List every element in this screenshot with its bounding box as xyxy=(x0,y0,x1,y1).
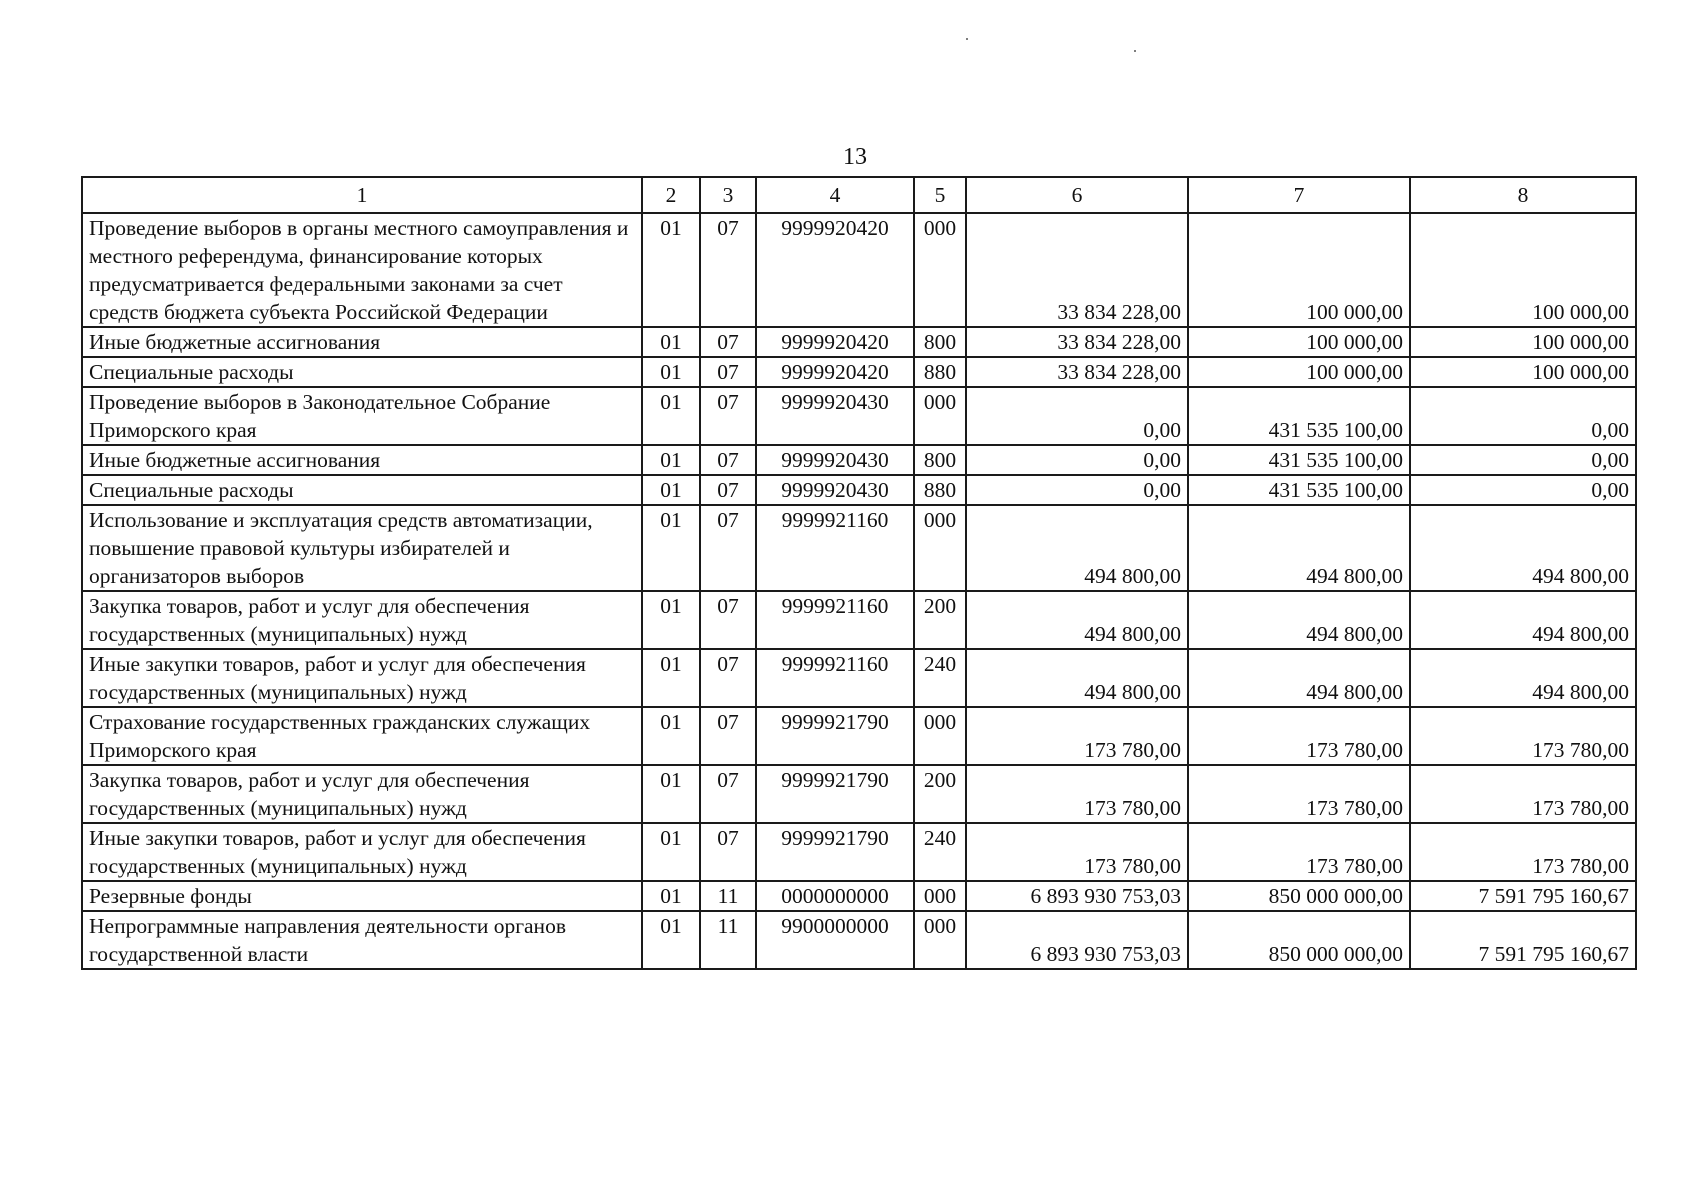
table-row xyxy=(82,475,1636,505)
row-name-cell: Закупка товаров, работ и услуг для обеспечения государственных (муниципальных) нужд xyxy=(82,765,642,823)
section-code-cell: 01 xyxy=(642,591,700,649)
subsection-code-cell: 07 xyxy=(700,765,756,823)
expense-type-code-cell: 000 xyxy=(914,505,966,591)
amount-cell: 431 535 100,00 xyxy=(1188,475,1410,505)
amount-cell: 100 000,00 xyxy=(1410,213,1636,327)
subsection-code-cell: 07 xyxy=(700,213,756,327)
target-article-code-cell: 9999920420 xyxy=(756,357,914,387)
expense-type-code-cell: 000 xyxy=(914,881,966,911)
expense-type-code-cell: 240 xyxy=(914,649,966,707)
row-name-cell: Иные бюджетные ассигнования xyxy=(82,445,642,475)
table-row xyxy=(82,357,1636,387)
amount-cell: 7 591 795 160,67 xyxy=(1410,881,1636,911)
budget-table xyxy=(81,176,1637,970)
amount-cell: 494 800,00 xyxy=(1188,505,1410,591)
table-body xyxy=(82,213,1636,969)
amount-cell: 494 800,00 xyxy=(1188,591,1410,649)
expense-type-code-cell: 000 xyxy=(914,387,966,445)
row-name-cell: Резервные фонды xyxy=(82,881,642,911)
column-header: 6 xyxy=(966,177,1188,213)
target-article-code-cell: 9999921160 xyxy=(756,505,914,591)
target-article-code-cell: 0000000000 xyxy=(756,881,914,911)
amount-cell: 173 780,00 xyxy=(966,707,1188,765)
amount-cell: 0,00 xyxy=(1410,475,1636,505)
amount-cell: 173 780,00 xyxy=(1410,765,1636,823)
target-article-code-cell: 9999920420 xyxy=(756,213,914,327)
target-article-code-cell: 9999920430 xyxy=(756,475,914,505)
row-name-cell: Специальные расходы xyxy=(82,475,642,505)
table-row xyxy=(82,765,1636,823)
amount-cell: 494 800,00 xyxy=(1410,649,1636,707)
subsection-code-cell: 07 xyxy=(700,445,756,475)
table-row xyxy=(82,387,1636,445)
column-header: 3 xyxy=(700,177,756,213)
amount-cell: 431 535 100,00 xyxy=(1188,387,1410,445)
subsection-code-cell: 07 xyxy=(700,823,756,881)
subsection-code-cell: 07 xyxy=(700,387,756,445)
amount-cell: 100 000,00 xyxy=(1188,357,1410,387)
amount-cell: 0,00 xyxy=(966,387,1188,445)
subsection-code-cell: 11 xyxy=(700,881,756,911)
amount-cell: 173 780,00 xyxy=(1410,707,1636,765)
section-code-cell: 01 xyxy=(642,765,700,823)
target-article-code-cell: 9999920430 xyxy=(756,387,914,445)
amount-cell: 7 591 795 160,67 xyxy=(1410,911,1636,969)
table-row xyxy=(82,445,1636,475)
expense-type-code-cell: 200 xyxy=(914,765,966,823)
row-name-cell: Закупка товаров, работ и услуг для обеспечения государственных (муниципальных) нужд xyxy=(82,591,642,649)
target-article-code-cell: 9999921160 xyxy=(756,591,914,649)
table-row xyxy=(82,823,1636,881)
subsection-code-cell: 07 xyxy=(700,475,756,505)
amount-cell: 33 834 228,00 xyxy=(966,357,1188,387)
amount-cell: 173 780,00 xyxy=(1188,765,1410,823)
column-header: 5 xyxy=(914,177,966,213)
row-name-cell: Непрограммные направления деятельности органов государственной власти xyxy=(82,911,642,969)
section-code-cell: 01 xyxy=(642,327,700,357)
amount-cell: 0,00 xyxy=(966,445,1188,475)
amount-cell: 100 000,00 xyxy=(1188,327,1410,357)
section-code-cell: 01 xyxy=(642,823,700,881)
table-row xyxy=(82,707,1636,765)
section-code-cell: 01 xyxy=(642,387,700,445)
expense-type-code-cell: 000 xyxy=(914,911,966,969)
amount-cell: 850 000 000,00 xyxy=(1188,911,1410,969)
amount-cell: 173 780,00 xyxy=(1410,823,1636,881)
column-header: 4 xyxy=(756,177,914,213)
section-code-cell: 01 xyxy=(642,213,700,327)
expense-type-code-cell: 880 xyxy=(914,357,966,387)
subsection-code-cell: 07 xyxy=(700,327,756,357)
amount-cell: 494 800,00 xyxy=(966,505,1188,591)
row-name-cell: Специальные расходы xyxy=(82,357,642,387)
amount-cell: 173 780,00 xyxy=(966,823,1188,881)
section-code-cell: 01 xyxy=(642,881,700,911)
row-name-cell: Проведение выборов в Законодательное Собрание Приморского края xyxy=(82,387,642,445)
table-row xyxy=(82,505,1636,591)
target-article-code-cell: 9999921790 xyxy=(756,765,914,823)
row-name-cell: Иные закупки товаров, работ и услуг для обеспечения государственных (муниципальных) нужд xyxy=(82,649,642,707)
table-row xyxy=(82,881,1636,911)
subsection-code-cell: 07 xyxy=(700,505,756,591)
amount-cell: 6 893 930 753,03 xyxy=(966,881,1188,911)
scan-speck xyxy=(1134,50,1136,52)
section-code-cell: 01 xyxy=(642,707,700,765)
expense-type-code-cell: 880 xyxy=(914,475,966,505)
amount-cell: 173 780,00 xyxy=(966,765,1188,823)
column-header: 2 xyxy=(642,177,700,213)
subsection-code-cell: 07 xyxy=(700,707,756,765)
section-code-cell: 01 xyxy=(642,505,700,591)
expense-type-code-cell: 240 xyxy=(914,823,966,881)
table-row xyxy=(82,327,1636,357)
section-code-cell: 01 xyxy=(642,649,700,707)
amount-cell: 494 800,00 xyxy=(966,649,1188,707)
section-code-cell: 01 xyxy=(642,445,700,475)
amount-cell: 100 000,00 xyxy=(1410,327,1636,357)
table-row xyxy=(82,911,1636,969)
amount-cell: 100 000,00 xyxy=(1410,357,1636,387)
amount-cell: 33 834 228,00 xyxy=(966,213,1188,327)
column-header: 7 xyxy=(1188,177,1410,213)
expense-type-code-cell: 800 xyxy=(914,445,966,475)
table-row xyxy=(82,213,1636,327)
section-code-cell: 01 xyxy=(642,911,700,969)
subsection-code-cell: 07 xyxy=(700,649,756,707)
target-article-code-cell: 9999921790 xyxy=(756,707,914,765)
amount-cell: 850 000 000,00 xyxy=(1188,881,1410,911)
column-number-row xyxy=(82,177,1636,213)
target-article-code-cell: 9999921160 xyxy=(756,649,914,707)
amount-cell: 0,00 xyxy=(1410,387,1636,445)
amount-cell: 173 780,00 xyxy=(1188,823,1410,881)
row-name-cell: Иные бюджетные ассигнования xyxy=(82,327,642,357)
expense-type-code-cell: 000 xyxy=(914,213,966,327)
row-name-cell: Использование и эксплуатация средств автоматизации, повышение правовой культуры избирателей и организаторов выборов xyxy=(82,505,642,591)
target-article-code-cell: 9999921790 xyxy=(756,823,914,881)
amount-cell: 100 000,00 xyxy=(1188,213,1410,327)
amount-cell: 494 800,00 xyxy=(1410,591,1636,649)
column-header: 8 xyxy=(1410,177,1636,213)
expense-type-code-cell: 200 xyxy=(914,591,966,649)
page-number: 13 xyxy=(843,144,867,170)
amount-cell: 494 800,00 xyxy=(1410,505,1636,591)
amount-cell: 431 535 100,00 xyxy=(1188,445,1410,475)
scan-speck xyxy=(966,38,968,40)
amount-cell: 494 800,00 xyxy=(966,591,1188,649)
amount-cell: 0,00 xyxy=(966,475,1188,505)
target-article-code-cell: 9999920430 xyxy=(756,445,914,475)
amount-cell: 33 834 228,00 xyxy=(966,327,1188,357)
amount-cell: 173 780,00 xyxy=(1188,707,1410,765)
table-row xyxy=(82,591,1636,649)
subsection-code-cell: 07 xyxy=(700,357,756,387)
expense-type-code-cell: 800 xyxy=(914,327,966,357)
amount-cell: 494 800,00 xyxy=(1188,649,1410,707)
subsection-code-cell: 07 xyxy=(700,591,756,649)
row-name-cell: Проведение выборов в органы местного самоуправления и местного референдума, финансирование которых предусматривается федеральными законами за счет средств бюджета субъекта Российской Федерации xyxy=(82,213,642,327)
amount-cell: 6 893 930 753,03 xyxy=(966,911,1188,969)
row-name-cell: Страхование государственных гражданских служащих Приморского края xyxy=(82,707,642,765)
amount-cell: 0,00 xyxy=(1410,445,1636,475)
target-article-code-cell: 9900000000 xyxy=(756,911,914,969)
section-code-cell: 01 xyxy=(642,475,700,505)
target-article-code-cell: 9999920420 xyxy=(756,327,914,357)
column-header: 1 xyxy=(82,177,642,213)
table-row xyxy=(82,649,1636,707)
expense-type-code-cell: 000 xyxy=(914,707,966,765)
section-code-cell: 01 xyxy=(642,357,700,387)
row-name-cell: Иные закупки товаров, работ и услуг для обеспечения государственных (муниципальных) нужд xyxy=(82,823,642,881)
subsection-code-cell: 11 xyxy=(700,911,756,969)
